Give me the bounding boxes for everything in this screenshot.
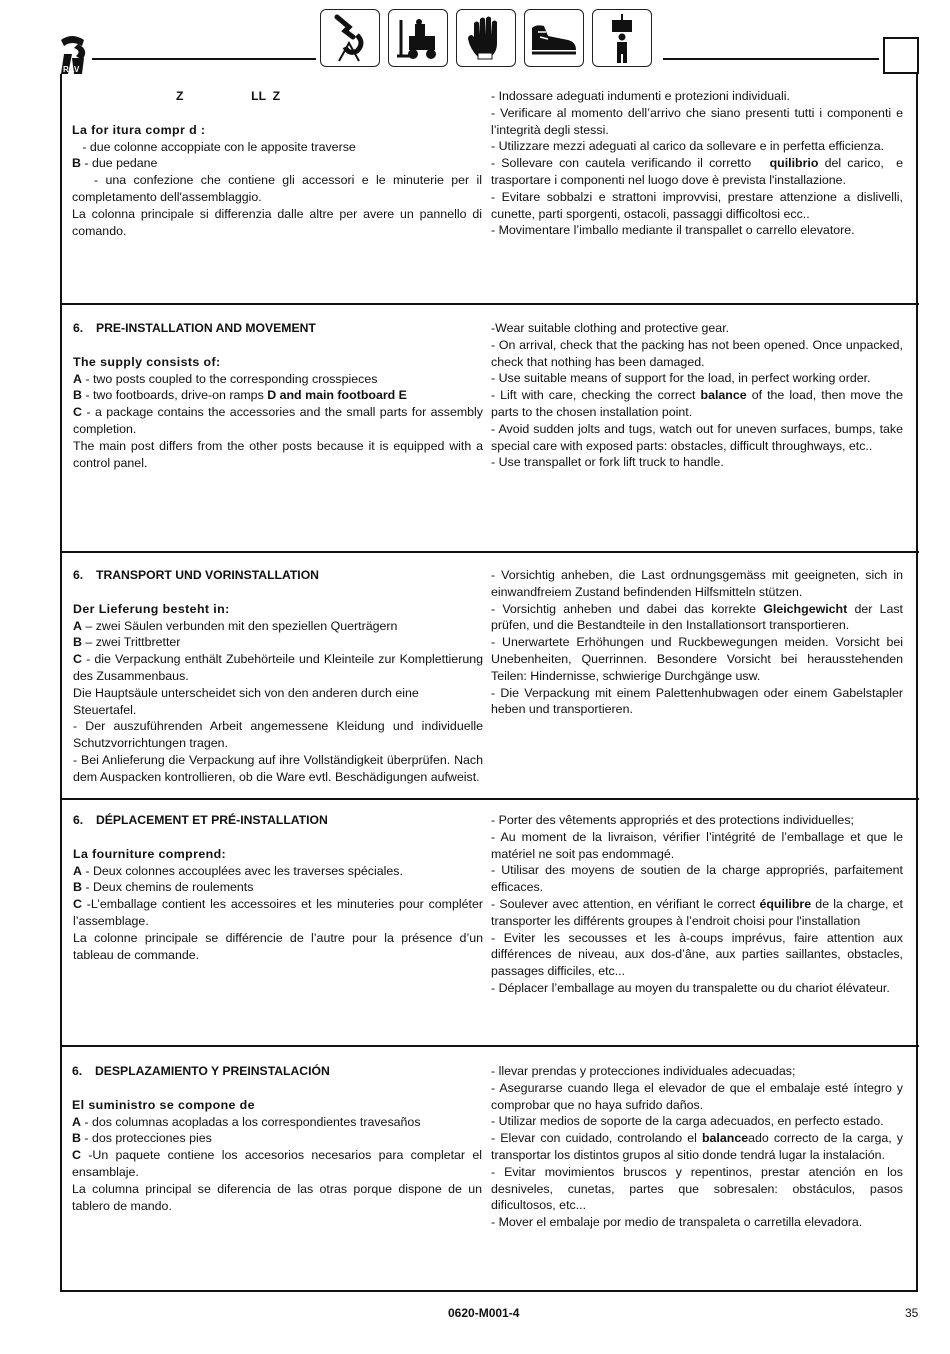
section-title: Z LL Z <box>176 89 281 103</box>
instruction-item: - Bei Anlieferung die Verpackung auf ihre Vollständigkeit überprüfen. Nach dem Auspacken kontrollieren, ob die Ware evtl. Beschädigungen aufweist. <box>73 752 483 784</box>
section-title: 6. PRE-INSTALLATION AND MOVEMENT <box>73 321 316 335</box>
instruction-item: - Au moment de la livraison, vérifier l’intégrité de l’emballage et que le matériel ne soit pas endommagé. <box>491 829 903 861</box>
instruction-item: - Porter des vêtements appropriés et des protections individuelles; <box>491 813 854 827</box>
supply-note: Die Hauptsäule unterscheidet sich von den anderen durch eine Steuertafel. <box>73 685 419 717</box>
supply-item: C - die Verpackung enthält Zubehörteile und Kleinteile zur Komplettierung des Zusammenbaus. <box>73 652 483 683</box>
instruction-item: - Evitare sobbalzi e strattoni improvvisi, prestare attenzione a dislivelli, cunette, parti sporgenti, ostacoli, passaggi difficoltosi ecc.. <box>491 189 903 221</box>
instruction-item: - Utilizzare mezzi adeguati al carico da sollevare e in perfetta efficienza. <box>491 139 885 154</box>
section-left-column <box>72 1063 482 1214</box>
instruction-item: - Der auszuführenden Arbeit angemessene Kleidung und individuelle Schutzvorrichtungen tragen. <box>73 719 483 751</box>
instruction-item: - On arrival, check that the packing has not been opened. Once unpacked, check that nothing has been damaged. <box>491 337 903 369</box>
supply-item: - una confezione che contiene gli accessori e le minuterie per il completamento dell'assemblaggio. <box>72 173 486 204</box>
supply-heading: Der Lieferung besteht in: <box>73 601 230 616</box>
supply-note: The main post differs from the other posts because it is equipped with a control panel. <box>73 438 483 470</box>
suspended-load-icon <box>592 9 652 67</box>
supply-item: - due colonne accoppiate con le apposite traverse <box>72 139 356 154</box>
section-left-column <box>73 320 483 471</box>
section-left-column <box>72 88 486 239</box>
header-line-left <box>92 58 316 60</box>
supply-heading: El suministro se compone de <box>72 1097 255 1112</box>
section-divider <box>60 1045 919 1047</box>
supply-heading: La fourniture comprend: <box>73 846 227 861</box>
supply-item: C - a package contains the accessories and the small parts for assembly completion. <box>73 405 483 436</box>
section-title: 6. TRANSPORT UND VORINSTALLATION <box>73 568 319 582</box>
supply-item: B - two footboards, drive-on ramps D and main footboard E <box>73 388 407 403</box>
instruction-item: - Elevar con cuidado, controlando el balanceado correcto de la carga, y transportar los distintos grupos al sitio donde tendrá lugar la instalación. <box>491 1131 903 1162</box>
instruction-item: - Use transpallet or fork lift truck to handle. <box>491 455 724 470</box>
section-right-column <box>491 320 903 471</box>
section-title: 6. DÉPLACEMENT ET PRÉ-INSTALLATION <box>73 813 328 827</box>
page-number: 35 <box>905 1306 919 1320</box>
section-right-column <box>491 812 903 997</box>
supply-item: B – zwei Trittbretter <box>73 635 181 650</box>
supply-note: La colonne principale se différencie de l’autre pour la présence d’un tableau de commande. <box>73 930 483 962</box>
forklift-icon <box>388 9 448 67</box>
instruction-item: - Utilizar medios de soporte de la carga adecuados, en perfecto estado. <box>491 1114 884 1129</box>
instruction-item: - Eviter les secousses et les à-coups imprévus, faire attention aux différences de niveau, aux dos-d’âne, aux parties saillantes, obstacles, passages difficiles, etc... <box>491 930 903 979</box>
section-left-column <box>73 812 483 963</box>
supply-item: C -Un paquete contiene los accesorios necesarios para completar el ensamblaje. <box>72 1148 482 1179</box>
instruction-item: - Asegurarse cuando llega el elevador de que el embalaje esté íntegro y comprobar que no haya sufrido daños. <box>491 1080 914 1112</box>
section-right-column <box>491 1063 914 1231</box>
section-divider <box>60 798 919 800</box>
instruction-item: - Use suitable means of support for the load, in perfect working order. <box>491 371 871 386</box>
document-code: 0620-M001-4 <box>448 1306 520 1320</box>
instruction-item: - Soulever avec attention, en vérifiant le correct équilibre de la charge, et transporter les différents groupes à l’endroit choisi pour l'installation <box>491 896 903 928</box>
crane-hook-icon <box>320 9 380 67</box>
svg-text:RAV: RAV <box>63 65 80 74</box>
supply-note: La colonna principale si differenzia dalle altre per avere un pannello di comando. <box>72 206 482 238</box>
instruction-item: - Mover el embalaje por medio de transpaleta o carretilla elevadora. <box>491 1215 863 1230</box>
instruction-item: - Unerwartete Erhöhungen und Ruckbewegungen meiden. Vorsicht bei Unebenheiten, Querrinnen. Besondere Vorsicht bei herausstehenden Teilen: Hindernisse, schwierige Durchgänge usw. <box>491 635 903 683</box>
instruction-item: - Indossare adeguati indumenti e protezioni individuali. <box>491 89 790 103</box>
instruction-item: - llevar prendas y protecciones individuales adecuadas; <box>491 1064 796 1078</box>
supply-item: B - Deux chemins de roulements <box>73 880 254 895</box>
instruction-item: - Verificare al momento dell’arrivo che siano presenti tutti i componenti e l’integrità degli stessi. <box>491 105 903 137</box>
section-divider <box>60 303 919 305</box>
protective-glove-icon <box>456 9 516 67</box>
safety-shoe-icon <box>524 9 584 67</box>
instruction-item: - Evitar movimientos bruscos y repentinos, prestar atención en los desniveles, cunetas, partes que sobresalen: obstáculos, pasos dificultosos, etc... <box>491 1164 903 1213</box>
supply-note: La columna principal se diferencia de las otras porque dispone de un tablero de mando. <box>72 1181 482 1213</box>
supply-heading: The supply consists of: <box>73 354 221 369</box>
supply-item: A - dos columnas acopladas a los correspondientes travesaños <box>72 1114 421 1129</box>
supply-item: A – zwei Säulen verbunden mit den speziellen Querträgern <box>73 618 398 633</box>
instruction-item: - Lift with care, checking the correct balance of the load, then move the parts to the chosen installation point. <box>491 388 903 419</box>
instruction-item: - Movimentare l’imballo mediante il transpallet o carrello elevatore. <box>491 223 855 238</box>
instruction-item: - Utilisar des moyens de soutien de la charge appropriés, parfaitement efficaces. <box>491 863 903 895</box>
instruction-item: - Déplacer l’emballage au moyen du transpalette ou du chariot élévateur. <box>491 980 890 995</box>
section-right-column <box>491 88 907 239</box>
section-divider <box>60 551 919 553</box>
brand-logo <box>58 34 92 76</box>
header-line-right <box>663 58 879 60</box>
supply-item: B - dos protecciones pies <box>72 1131 212 1146</box>
supply-heading: La for itura compr d : <box>72 122 206 137</box>
instruction-item: - Vorsichtig anheben und dabei das korrekte Gleichgewicht der Last prüfen, und die Bestandteile in den Installationsort transportieren. <box>491 601 903 633</box>
supply-item: B - due pedane <box>72 156 158 171</box>
supply-item: A - two posts coupled to the corresponding crosspieces <box>73 371 378 386</box>
supply-item: C -L’emballage contient les accessoires et les minuteries pour compléter l’assemblage. <box>73 897 483 928</box>
instruction-item: -Wear suitable clothing and protective gear. <box>491 321 730 335</box>
instruction-item: - Die Verpackung mit einem Palettenhubwagen oder einem Gabelstapler heben und transportieren. <box>491 685 903 717</box>
supply-item: A - Deux colonnes accouplées avec les traverses spéciales. <box>73 863 403 878</box>
corner-marker-box <box>883 37 919 74</box>
instruction-item: - Avoid sudden jolts and tugs, watch out for uneven surfaces, bumps, take special care with exposed parts: obstacles, difficult throughways, etc.. <box>491 421 903 453</box>
instruction-item: - Vorsichtig anheben, die Last ordnungsgemäss mit geeigneten, sich in einwandfreiem Zustand befindenden Hilfsmitteln stützen. <box>491 568 903 599</box>
section-left-column <box>73 567 483 786</box>
safety-icons-bar <box>320 9 652 67</box>
section-title: 6. DESPLAZAMIENTO Y PREINSTALACIÓN <box>72 1064 330 1078</box>
instruction-item: - Sollevare con cautela verificando il corretto quilibrio del carico, e trasportare i componenti nel luogo dove è prevista l'installazione. <box>491 156 907 187</box>
section-right-column <box>491 567 903 718</box>
